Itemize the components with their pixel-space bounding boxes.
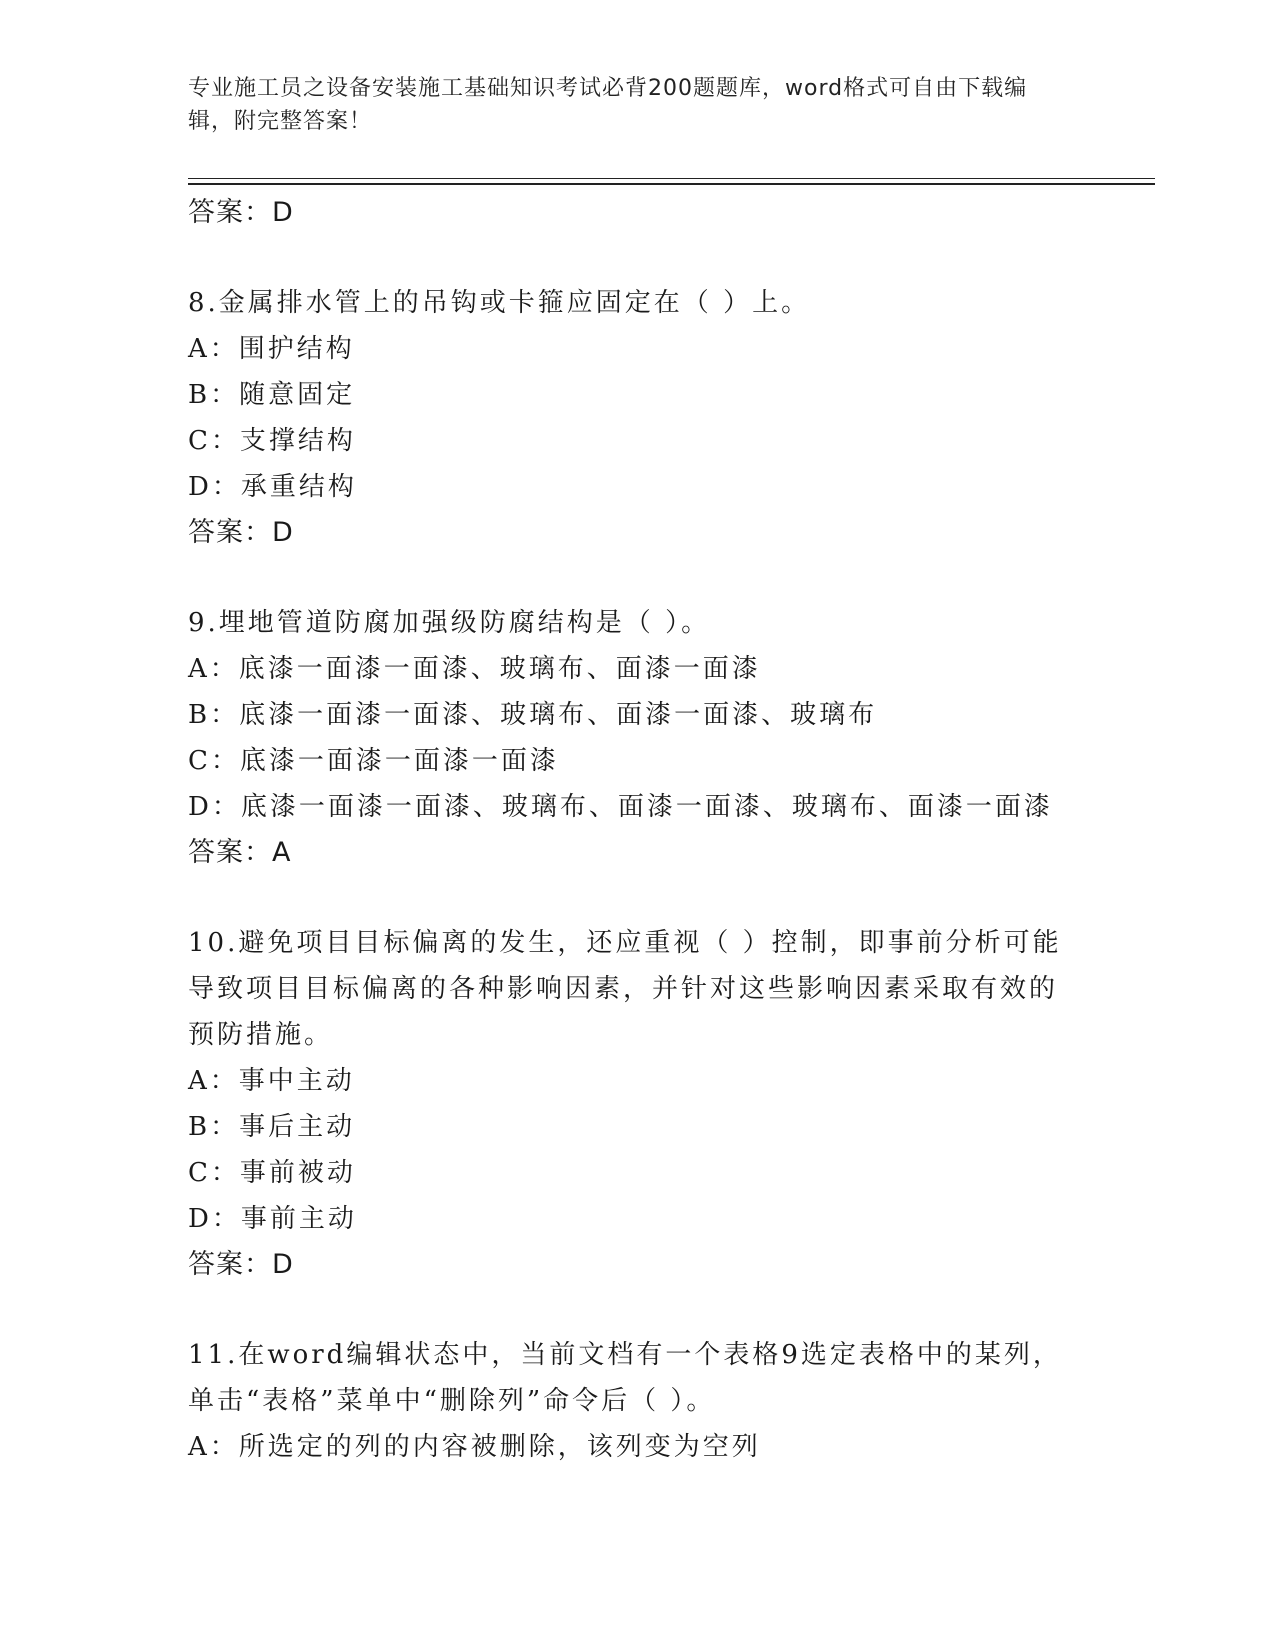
header-rule-thin <box>188 178 1155 179</box>
question-10-answer: 答案：D <box>188 1249 294 1280</box>
question-8-answer: 答案：D <box>188 517 294 548</box>
header-rule-thick <box>188 183 1155 185</box>
question-9-text: 9.埋地管道防腐加强级防腐结构是（ ）。 <box>188 608 711 638</box>
document-body <box>188 190 1068 1470</box>
question-10-option-c: C：事前被动 <box>188 1158 356 1188</box>
question-8-option-a: A：围护结构 <box>188 334 355 364</box>
question-9-answer: 答案：A <box>188 837 292 868</box>
question-10-text: 10.避免项目目标偏离的发生，还应重视（ ）控制，即事前分析可能导致项目目标偏离的各种影响因素，并针对这些影响因素采取有效的预防措施。 <box>188 928 1062 1050</box>
question-8-text: 8.金属排水管上的吊钩或卡箍应固定在（ ）上。 <box>188 288 811 318</box>
question-9-option-d: D：底漆一面漆一面漆、玻璃布、面漆一面漆、玻璃布、面漆一面漆 <box>188 792 1053 822</box>
question-9-option-a: A：底漆一面漆一面漆、玻璃布、面漆一面漆 <box>188 654 761 684</box>
question-8-option-d: D：承重结构 <box>188 472 357 502</box>
question-11 <box>188 1332 1068 1470</box>
question-10-option-a: A：事中主动 <box>188 1066 355 1096</box>
question-8-option-c: C：支撑结构 <box>188 426 356 456</box>
question-9-option-c: C：底漆一面漆一面漆一面漆 <box>188 746 559 776</box>
question-10-option-b: B：事后主动 <box>188 1112 356 1142</box>
question-11-option-a: A：所选定的列的内容被删除，该列变为空列 <box>188 1432 761 1462</box>
question-9-option-b: B：底漆一面漆一面漆、玻璃布、面漆一面漆、玻璃布 <box>188 700 878 730</box>
question-8 <box>188 280 1068 556</box>
question-11-text: 11.在word编辑状态中，当前文档有一个表格9选定表格中的某列，单击“表格”菜单中“删除列”命令后（ ）。 <box>188 1340 1062 1416</box>
document-header: 专业施工员之设备安装施工基础知识考试必背200题题库，word格式可自由下载编辑，附完整答案！ <box>188 76 1028 134</box>
question-9 <box>188 600 1068 876</box>
question-10-option-d: D：事前主动 <box>188 1204 357 1234</box>
question-8-option-b: B：随意固定 <box>188 380 356 410</box>
answer-prev: 答案：D <box>188 197 294 228</box>
question-10 <box>188 920 1068 1288</box>
